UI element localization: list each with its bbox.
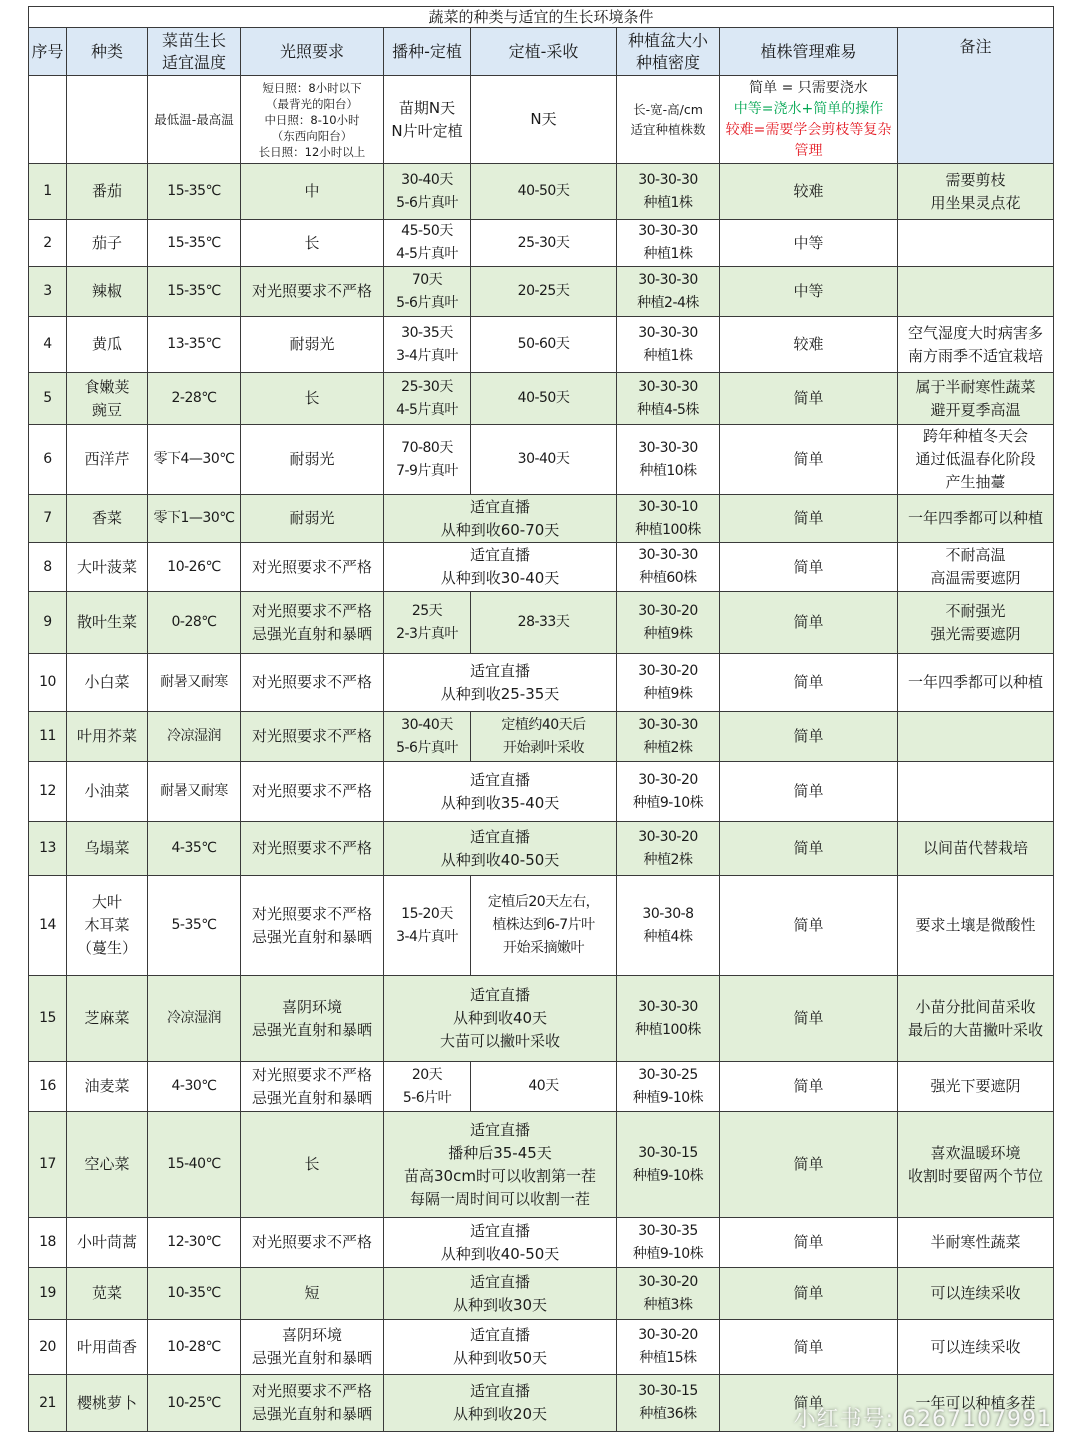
cell-temp: 13-35℃ <box>148 317 241 373</box>
cell-light: 短 <box>241 1268 384 1320</box>
cell-temp: 15-40℃ <box>148 1112 241 1218</box>
cell-name: 西洋芹 <box>67 425 148 495</box>
cell-diff: 简单 <box>720 712 898 762</box>
cell-name: 食嫩荚 豌豆 <box>67 373 148 425</box>
cell-no: 15 <box>29 976 67 1062</box>
cell-light: 对光照要求不严格 <box>241 543 384 592</box>
table-row <box>29 1218 1054 1268</box>
subheader-empty-no <box>29 76 67 164</box>
subheader-sow: 苗期N天 N片叶定植 <box>384 76 471 164</box>
cell-diff: 简单 <box>720 1375 898 1432</box>
header-name: 种类 <box>67 28 148 76</box>
cell-name: 乌塌菜 <box>67 822 148 876</box>
table-row <box>29 373 1054 425</box>
cell-temp: 0-28℃ <box>148 592 241 654</box>
cell-pot: 30-30-15 种植9-10株 <box>617 1112 720 1218</box>
cell-diff: 简单 <box>720 425 898 495</box>
cell-no: 19 <box>29 1268 67 1320</box>
cell-harvest: 定植约40天后 开始剥叶采收 <box>471 712 617 762</box>
cell-light: 长 <box>241 373 384 425</box>
cell-temp: 零下4—30℃ <box>148 425 241 495</box>
cell-diff: 简单 <box>720 1218 898 1268</box>
cell-name: 小白菜 <box>67 654 148 712</box>
cell-light: 中 <box>241 164 384 220</box>
cell-note: 不耐高温 高温需要遮阴 <box>898 543 1054 592</box>
table-body <box>29 164 1054 1432</box>
header-harvest: 定植-采收 <box>471 28 617 76</box>
cell-name: 空心菜 <box>67 1112 148 1218</box>
cell-diff: 简单 <box>720 373 898 425</box>
cell-note: 可以连续采收 <box>898 1268 1054 1320</box>
cell-name: 香菜 <box>67 495 148 543</box>
cell-name: 大叶菠菜 <box>67 543 148 592</box>
cell-merged: 适宜直播 从种到收40天 大苗可以撇叶采收 <box>384 976 617 1062</box>
cell-pot: 30-30-30 种植4-5株 <box>617 373 720 425</box>
cell-merged: 适宜直播 从种到收20天 <box>384 1375 617 1432</box>
cell-no: 10 <box>29 654 67 712</box>
cell-note: 小苗分批间苗采收 最后的大苗撇叶采收 <box>898 976 1054 1062</box>
cell-note: 可以连续采收 <box>898 1320 1054 1375</box>
cell-note <box>898 267 1054 317</box>
cell-harvest: 定植后20天左右， 植株达到6-7片叶 开始采摘嫩叶 <box>471 876 617 976</box>
cell-diff: 简单 <box>720 876 898 976</box>
cell-harvest: 40天 <box>471 1062 617 1112</box>
cell-harvest: 30-40天 <box>471 425 617 495</box>
cell-diff: 简单 <box>720 495 898 543</box>
subheader-empty-name <box>67 76 148 164</box>
cell-pot: 30-30-30 种植100株 <box>617 976 720 1062</box>
cell-harvest: 25-30天 <box>471 220 617 267</box>
cell-pot: 30-30-20 种植15株 <box>617 1320 720 1375</box>
cell-diff: 简单 <box>720 543 898 592</box>
cell-light: 耐弱光 <box>241 425 384 495</box>
cell-temp: 15-35℃ <box>148 164 241 220</box>
cell-light: 对光照要求不严格 <box>241 1218 384 1268</box>
cell-merged: 适宜直播 从种到收40-50天 <box>384 1218 617 1268</box>
cell-temp: 10-26℃ <box>148 543 241 592</box>
cell-diff: 中等 <box>720 267 898 317</box>
table-row <box>29 654 1054 712</box>
cell-temp: 10-35℃ <box>148 1268 241 1320</box>
cell-temp: 冷凉湿润 <box>148 712 241 762</box>
difficulty-easy-legend: 简单 = 只需要浇水 <box>749 79 868 96</box>
cell-sow: 25-30天 4-5片真叶 <box>384 373 471 425</box>
header-row <box>29 28 1054 76</box>
cell-light: 长 <box>241 1112 384 1218</box>
cell-light: 对光照要求不严格 <box>241 267 384 317</box>
cell-light: 喜阴环境 忌强光直射和暴晒 <box>241 1320 384 1375</box>
cell-merged: 适宜直播 从种到收30-40天 <box>384 543 617 592</box>
cell-diff: 简单 <box>720 976 898 1062</box>
cell-sow: 30-40天 5-6片真叶 <box>384 164 471 220</box>
cell-no: 21 <box>29 1375 67 1432</box>
cell-pot: 30-30-30 种植10株 <box>617 425 720 495</box>
cell-light: 耐弱光 <box>241 495 384 543</box>
cell-note: 以间苗代替栽培 <box>898 822 1054 876</box>
cell-merged: 适宜直播 播种后35-45天 苗高30cm时可以收割第一茬 每隔一周时间可以收割一茬 <box>384 1112 617 1218</box>
cell-name: 辣椒 <box>67 267 148 317</box>
subheader-temp: 最低温-最高温 <box>148 76 241 164</box>
cell-merged: 适宜直播 从种到收50天 <box>384 1320 617 1375</box>
cell-pot: 30-30-30 种植2株 <box>617 712 720 762</box>
cell-no: 1 <box>29 164 67 220</box>
table-row <box>29 267 1054 317</box>
cell-pot: 30-30-10 种植100株 <box>617 495 720 543</box>
cell-no: 2 <box>29 220 67 267</box>
cell-harvest: 50-60天 <box>471 317 617 373</box>
cell-sow: 70天 5-6片真叶 <box>384 267 471 317</box>
table-row <box>29 1062 1054 1112</box>
subheader-difficulty <box>720 76 898 164</box>
header-light: 光照要求 <box>241 28 384 76</box>
cell-light: 对光照要求不严格 <box>241 712 384 762</box>
cell-note: 半耐寒性蔬菜 <box>898 1218 1054 1268</box>
cell-merged: 适宜直播 从种到收25-35天 <box>384 654 617 712</box>
cell-sow: 25天 2-3片真叶 <box>384 592 471 654</box>
cell-sow: 15-20天 3-4片真叶 <box>384 876 471 976</box>
subheader-harvest: N天 <box>471 76 617 164</box>
cell-temp: 15-35℃ <box>148 220 241 267</box>
cell-note <box>898 712 1054 762</box>
cell-diff: 简单 <box>720 762 898 822</box>
cell-note: 属于半耐寒性蔬菜 避开夏季高温 <box>898 373 1054 425</box>
cell-name: 小叶茼蒿 <box>67 1218 148 1268</box>
cell-pot: 30-30-20 种植9-10株 <box>617 762 720 822</box>
header-difficulty: 植株管理难易 <box>720 28 898 76</box>
cell-note: 一年四季都可以种植 <box>898 495 1054 543</box>
cell-diff: 简单 <box>720 654 898 712</box>
table-row <box>29 220 1054 267</box>
cell-name: 番茄 <box>67 164 148 220</box>
cell-diff: 简单 <box>720 1320 898 1375</box>
table-row <box>29 762 1054 822</box>
table-row <box>29 822 1054 876</box>
watermark: 小红书号: 6267107991 <box>793 1407 1052 1432</box>
cell-sow: 45-50天 4-5片真叶 <box>384 220 471 267</box>
cell-temp: 耐暑又耐寒 <box>148 654 241 712</box>
cell-pot: 30-30-8 种植4株 <box>617 876 720 976</box>
cell-no: 7 <box>29 495 67 543</box>
cell-note: 需要剪枝 用坐果灵点花 <box>898 164 1054 220</box>
cell-temp: 冷凉湿润 <box>148 976 241 1062</box>
cell-temp: 耐暑又耐寒 <box>148 762 241 822</box>
cell-pot: 30-30-20 种植2株 <box>617 822 720 876</box>
cell-pot: 30-30-20 种植9株 <box>617 654 720 712</box>
cell-note: 跨年种植冬天会 通过低温春化阶段 产生抽薹 <box>898 425 1054 495</box>
header-note: 备注 <box>898 28 1054 164</box>
cell-no: 12 <box>29 762 67 822</box>
cell-harvest: 40-50天 <box>471 164 617 220</box>
cell-diff: 较难 <box>720 164 898 220</box>
cell-sow: 70-80天 7-9片真叶 <box>384 425 471 495</box>
cell-note: 要求土壤是微酸性 <box>898 876 1054 976</box>
cell-name: 苋菜 <box>67 1268 148 1320</box>
cell-no: 8 <box>29 543 67 592</box>
cell-light: 对光照要求不严格 忌强光直射和暴晒 <box>241 1375 384 1432</box>
cell-no: 20 <box>29 1320 67 1375</box>
cell-no: 11 <box>29 712 67 762</box>
cell-no: 18 <box>29 1218 67 1268</box>
difficulty-hard-legend: 较难=需要学会剪枝等复杂管理 <box>725 121 892 159</box>
subheader-pot: 长-宽-高/cm 适宜种植株数 <box>617 76 720 164</box>
cell-temp: 2-28℃ <box>148 373 241 425</box>
cell-no: 5 <box>29 373 67 425</box>
cell-light: 对光照要求不严格 <box>241 822 384 876</box>
cell-light: 对光照要求不严格 <box>241 654 384 712</box>
table-row <box>29 1320 1054 1375</box>
table-row <box>29 495 1054 543</box>
cell-light: 对光照要求不严格 忌强光直射和暴晒 <box>241 876 384 976</box>
cell-no: 13 <box>29 822 67 876</box>
subheader-light: 短日照：8小时以下 （最背光的阳台） 中日照：8-10小时 （东西向阳台） 长日照：12小时以上 <box>241 76 384 164</box>
header-pot: 种植盆大小 种植密度 <box>617 28 720 76</box>
cell-no: 17 <box>29 1112 67 1218</box>
cell-no: 9 <box>29 592 67 654</box>
cell-pot: 30-30-30 种植60株 <box>617 543 720 592</box>
cell-temp: 15-35℃ <box>148 267 241 317</box>
cell-name: 樱桃萝卜 <box>67 1375 148 1432</box>
table-row <box>29 1268 1054 1320</box>
cell-harvest: 28-33天 <box>471 592 617 654</box>
cell-no: 6 <box>29 425 67 495</box>
cell-merged: 适宜直播 从种到收60-70天 <box>384 495 617 543</box>
cell-pot: 30-30-20 种植9株 <box>617 592 720 654</box>
cell-pot: 30-30-35 种植9-10株 <box>617 1218 720 1268</box>
cell-temp: 4-35℃ <box>148 822 241 876</box>
cell-no: 14 <box>29 876 67 976</box>
cell-name: 叶用茴香 <box>67 1320 148 1375</box>
cell-pot: 30-30-30 种植2-4株 <box>617 267 720 317</box>
cell-note: 一年四季都可以种植 <box>898 654 1054 712</box>
cell-name: 大叶 木耳菜 （蔓生） <box>67 876 148 976</box>
cell-light: 对光照要求不严格 忌强光直射和暴晒 <box>241 592 384 654</box>
difficulty-medium-legend: 中等=浇水+简单的操作 <box>733 100 884 117</box>
table-row <box>29 1112 1054 1218</box>
cell-harvest: 20-25天 <box>471 267 617 317</box>
header-no: 序号 <box>29 28 67 76</box>
cell-diff: 简单 <box>720 1112 898 1218</box>
cell-light: 对光照要求不严格 忌强光直射和暴晒 <box>241 1062 384 1112</box>
table-row <box>29 425 1054 495</box>
cell-light: 对光照要求不严格 <box>241 762 384 822</box>
cell-name: 茄子 <box>67 220 148 267</box>
cell-name: 油麦菜 <box>67 1062 148 1112</box>
cell-note: 不耐强光 强光需要遮阴 <box>898 592 1054 654</box>
cell-name: 叶用芥菜 <box>67 712 148 762</box>
cell-note: 一年可以种植多茬 <box>898 1375 1054 1432</box>
cell-diff: 中等 <box>720 220 898 267</box>
cell-name: 小油菜 <box>67 762 148 822</box>
cell-temp: 5-35℃ <box>148 876 241 976</box>
cell-no: 4 <box>29 317 67 373</box>
table-row <box>29 592 1054 654</box>
cell-note <box>898 220 1054 267</box>
cell-no: 3 <box>29 267 67 317</box>
cell-name: 黄瓜 <box>67 317 148 373</box>
cell-pot: 30-30-20 种植3株 <box>617 1268 720 1320</box>
cell-sow: 20天 5-6片叶 <box>384 1062 471 1112</box>
table-row <box>29 317 1054 373</box>
cell-note: 空气湿度大时病害多 南方雨季不适宜栽培 <box>898 317 1054 373</box>
header-temp: 菜苗生长 适宜温度 <box>148 28 241 76</box>
table-row <box>29 543 1054 592</box>
cell-name: 散叶生菜 <box>67 592 148 654</box>
cell-pot: 30-30-30 种植1株 <box>617 317 720 373</box>
cell-note <box>898 762 1054 822</box>
table-title: 蔬菜的种类与适宜的生长环境条件 <box>29 7 1054 28</box>
cell-diff: 简单 <box>720 822 898 876</box>
cell-merged: 适宜直播 从种到收30天 <box>384 1268 617 1320</box>
cell-temp: 10-25℃ <box>148 1375 241 1432</box>
cell-temp: 12-30℃ <box>148 1218 241 1268</box>
cell-pot: 30-30-30 种植1株 <box>617 164 720 220</box>
table-row <box>29 712 1054 762</box>
vegetable-table <box>28 6 1054 1432</box>
cell-sow: 30-40天 5-6片真叶 <box>384 712 471 762</box>
cell-pot: 30-30-25 种植9-10株 <box>617 1062 720 1112</box>
cell-harvest: 40-50天 <box>471 373 617 425</box>
cell-diff: 简单 <box>720 592 898 654</box>
cell-temp: 零下1—30℃ <box>148 495 241 543</box>
cell-light: 长 <box>241 220 384 267</box>
header-sow: 播种-定植 <box>384 28 471 76</box>
cell-diff: 简单 <box>720 1062 898 1112</box>
cell-merged: 适宜直播 从种到收40-50天 <box>384 822 617 876</box>
cell-merged: 适宜直播 从种到收35-40天 <box>384 762 617 822</box>
cell-temp: 4-30℃ <box>148 1062 241 1112</box>
cell-temp: 10-28℃ <box>148 1320 241 1375</box>
cell-light: 喜阴环境 忌强光直射和暴晒 <box>241 976 384 1062</box>
cell-diff: 较难 <box>720 317 898 373</box>
cell-name: 芝麻菜 <box>67 976 148 1062</box>
cell-pot: 30-30-30 种植1株 <box>617 220 720 267</box>
table-row <box>29 976 1054 1062</box>
table-row <box>29 164 1054 220</box>
cell-pot: 30-30-15 种植36株 <box>617 1375 720 1432</box>
cell-note: 喜欢温暖环境 收割时要留两个节位 <box>898 1112 1054 1218</box>
cell-sow: 30-35天 3-4片真叶 <box>384 317 471 373</box>
cell-light: 耐弱光 <box>241 317 384 373</box>
cell-no: 16 <box>29 1062 67 1112</box>
table-row <box>29 876 1054 976</box>
cell-note: 强光下要遮阴 <box>898 1062 1054 1112</box>
cell-diff: 简单 <box>720 1268 898 1320</box>
